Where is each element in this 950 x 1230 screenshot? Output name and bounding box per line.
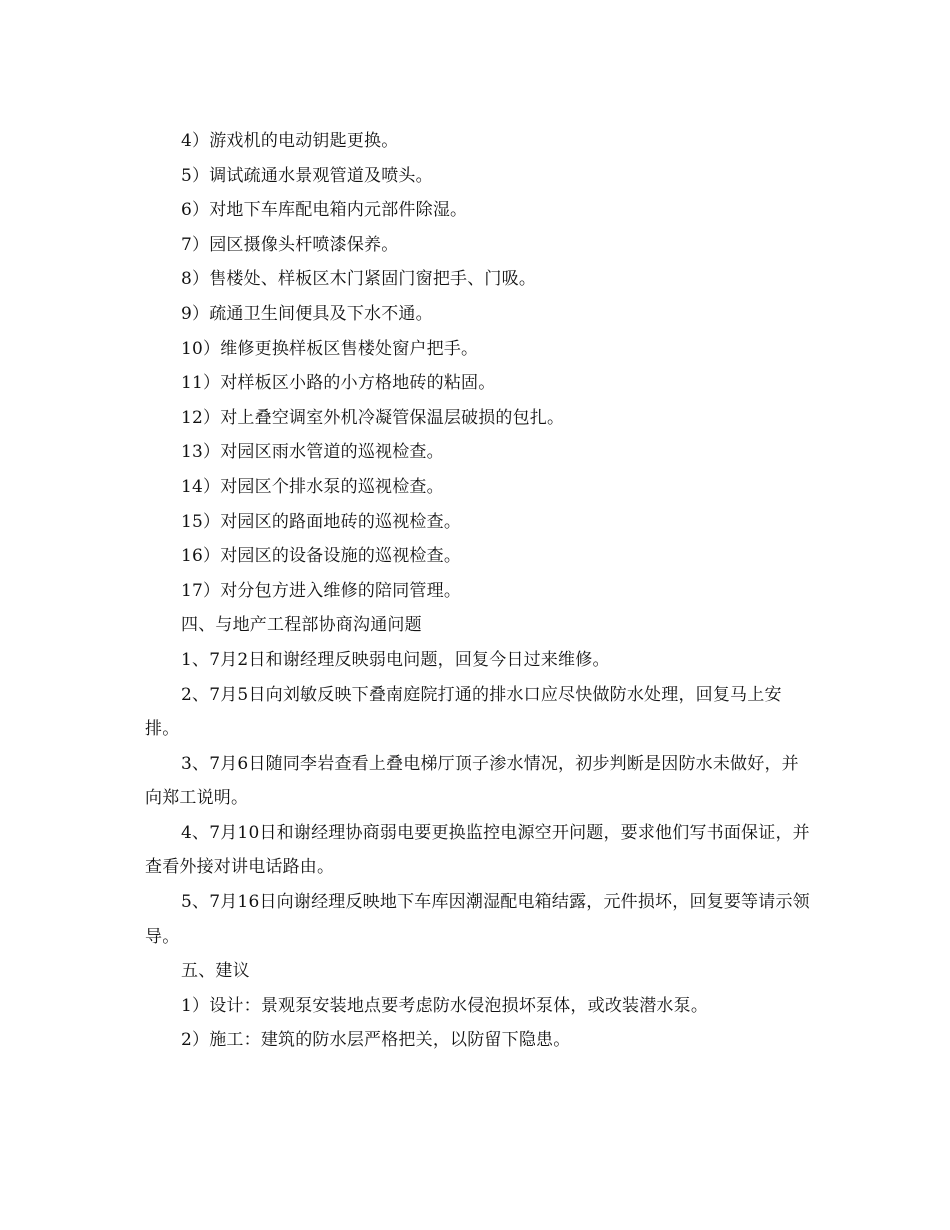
paragraph: 2）施工：建筑的防水层严格把关，以防留下隐患。 — [181, 1030, 571, 1051]
paragraph: 13）对园区雨水管道的巡视检查。 — [181, 442, 444, 463]
paragraph: 10）维修更换样板区售楼处窗户把手。 — [181, 338, 479, 359]
section-heading: 四、与地产工程部协商沟通问题 — [181, 615, 422, 636]
paragraph: 1、7月2日和谢经理反映弱电问题，回复今日过来维修。 — [181, 649, 610, 670]
paragraph: 15）对园区的路面地砖的巡视检查。 — [181, 511, 462, 532]
document-body — [145, 124, 810, 1058]
paragraph: 5）调试疏通水景观管道及喷头。 — [181, 165, 433, 186]
paragraph: 9）疏通卫生间便具及下水不通。 — [181, 303, 433, 324]
paragraph: 6）对地下车库配电箱内元部件除湿。 — [181, 200, 468, 221]
paragraph: 3、7月6日随同李岩查看上叠电梯厅顶子渗水情况，初步判断是因防水未做好，并向郑工说明。 — [145, 753, 799, 809]
paragraph: 4）游戏机的电动钥匙更换。 — [181, 131, 399, 151]
paragraph: 12）对上叠空调室外机冷凝管保温层破损的包扎。 — [181, 407, 565, 428]
paragraph: 8）售楼处、样板区木门紧固门窗把手、门吸。 — [181, 269, 537, 290]
paragraph: 11）对样板区小路的小方格地砖的粘固。 — [181, 373, 496, 394]
section-heading: 五、建议 — [181, 961, 250, 982]
paragraph: 5、7月16日向谢经理反映地下车库因潮湿配电箱结露，元件损坏，回复要等请示领导。 — [145, 892, 810, 947]
paragraph: 7）园区摄像头杆喷漆保养。 — [181, 234, 399, 255]
paragraph: 17）对分包方进入维修的陪同管理。 — [181, 580, 462, 601]
paragraph: 16）对园区的设备设施的巡视检查。 — [181, 546, 462, 567]
paragraph: 1）设计：景观泵安装地点要考虑防水侵泡损坏泵体，或改装潜水泵。 — [181, 995, 709, 1016]
paragraph: 4、7月10日和谢经理协商弱电要更换监控电源空开问题，要求他们写书面保证，并查看外接对讲电话路由。 — [145, 822, 810, 878]
paragraph: 2、7月5日向刘敏反映下叠南庭院打通的排水口应尽快做防水处理，回复马上安排。 — [145, 684, 782, 740]
paragraph: 14）对园区个排水泵的巡视检查。 — [181, 476, 444, 497]
